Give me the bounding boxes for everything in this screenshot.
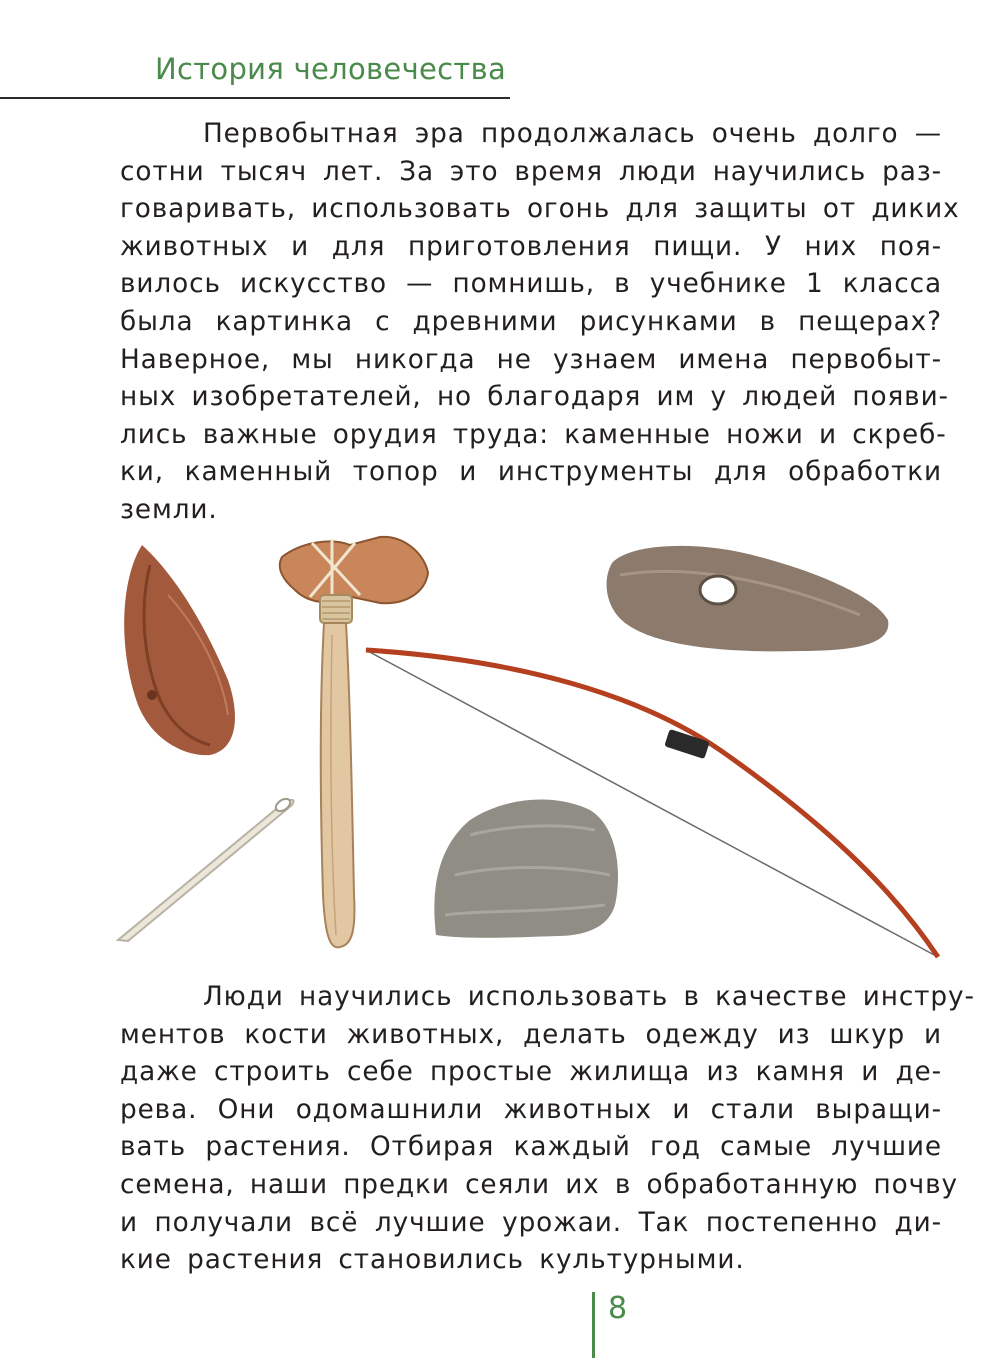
stone-hammer-icon (607, 546, 889, 651)
text-line: рева. Они одомашнили животных и стали выращи- (120, 1094, 942, 1125)
text-line: сотни тысяч лет. За это время люди научились раз- (120, 156, 942, 187)
stone-scraper-icon (434, 800, 618, 938)
primitive-tools-illustration (0, 535, 1000, 965)
text-line: Первобытная эра продолжалась очень долго — (203, 119, 942, 149)
stone-knife-icon (124, 545, 235, 755)
bone-needle-icon (118, 796, 294, 941)
text-line: лись важные орудия труда: каменные ножи и скреб- (120, 419, 947, 450)
text-line: Наверное, мы никогда не узнаем имена первобыт- (120, 344, 942, 375)
text-line: была картинка с древними рисунками в пещерах? (120, 306, 942, 337)
section-title: История человечества (155, 52, 507, 86)
page-number: 8 (608, 1291, 628, 1326)
text-line: вать растения. Отбирая каждый год самые лучшие (120, 1132, 942, 1163)
text-line: ки, каменный топор и инструменты для обработки (120, 457, 942, 488)
text-line: даже строить себе простые жилища из камня и де- (120, 1057, 942, 1088)
text-line: говаривать, использовать огонь для защиты от диких (120, 194, 960, 225)
text-line: земли. (120, 494, 218, 525)
stone-axe-icon (280, 537, 428, 948)
paragraph-domestication (120, 979, 975, 1280)
title-divider (0, 97, 510, 99)
text-line: животных и для приготовления пищи. У них поя- (120, 231, 942, 262)
text-line: вилось искусство — помнишь, в учебнике 1 класса (120, 269, 942, 300)
text-line: ментов кости животных, делать одежду из шкур и (120, 1019, 942, 1050)
page-number-bar (592, 1292, 595, 1358)
text-line: Люди научились использовать в качестве инстру- (203, 982, 975, 1012)
text-line: семена, наши предки сеяли их в обработанную почву (120, 1169, 958, 1200)
paragraph-primitive-era (120, 116, 960, 530)
text-line: ных изобретателей, но благодаря им у людей появи- (120, 382, 949, 413)
text-line: и получали всё лучшие урожаи. Так постепенно ди- (120, 1207, 942, 1238)
text-line: кие растения становились культурными. (120, 1245, 745, 1276)
